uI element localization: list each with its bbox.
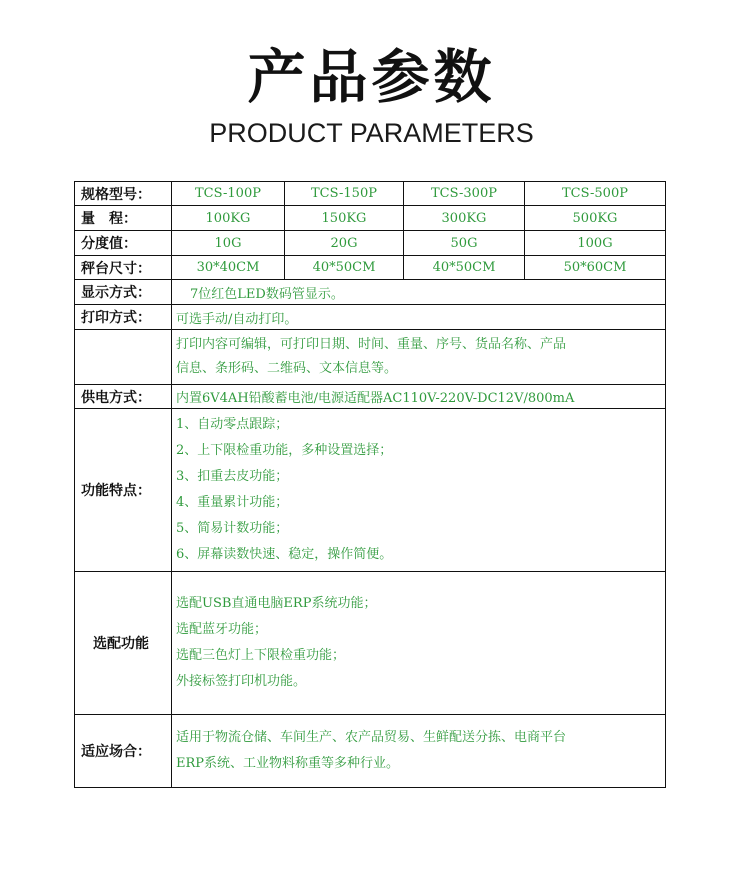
division-value: 50G bbox=[404, 231, 525, 256]
platform-size-value: 40*50CM bbox=[285, 256, 404, 280]
applications-line: ERP系统、工业物料称重等多种行业。 bbox=[176, 756, 400, 771]
printing-content-label bbox=[75, 330, 172, 385]
list-item: 5、简易计数功能； bbox=[176, 521, 289, 536]
features-label: 功能特点： bbox=[75, 409, 172, 572]
power-value: 内置6V4AH铅酸蓄电池/电源适配器AC110V-220V-DC12V/800mA bbox=[172, 385, 666, 409]
division-label: 分度值： bbox=[75, 231, 172, 256]
platform-size-value: 50*60CM bbox=[525, 256, 666, 280]
list-item: 1、自动零点跟踪； bbox=[176, 417, 289, 432]
options-label: 选配功能 bbox=[75, 572, 172, 715]
model-label: 规格型号： bbox=[75, 182, 172, 206]
capacity-value: 300KG bbox=[404, 206, 525, 231]
list-item: 3、扣重去皮功能； bbox=[176, 469, 289, 484]
table-row bbox=[75, 182, 666, 206]
power-label: 供电方式： bbox=[75, 385, 172, 409]
list-item: 6、屏幕读数快速、稳定，操作简便。 bbox=[176, 547, 393, 562]
table-row bbox=[75, 305, 666, 330]
page-title: 产品参数 bbox=[247, 43, 496, 111]
printing-content-line: 打印内容可编辑，可打印日期、时间、重量、序号、货品名称、产品 bbox=[176, 337, 567, 352]
platform-size-label: 秤台尺寸： bbox=[75, 256, 172, 280]
table-row bbox=[75, 385, 666, 409]
table-row bbox=[75, 409, 666, 572]
display-label: 显示方式： bbox=[75, 280, 172, 305]
division-value: 100G bbox=[525, 231, 666, 256]
list-item: 选配三色灯上下限检重功能； bbox=[176, 648, 346, 663]
display-value: 7位红色LED数码管显示。 bbox=[172, 280, 666, 305]
applications-label: 适应场合： bbox=[75, 715, 172, 788]
applications-line: 适用于物流仓储、车间生产、农产品贸易、生鲜配送分拣、电商平台 bbox=[176, 730, 567, 745]
model-value: TCS-100P bbox=[172, 182, 285, 206]
table-row bbox=[75, 715, 666, 788]
printing-value: 可选手动/自动打印。 bbox=[172, 305, 666, 330]
table-row bbox=[75, 206, 666, 231]
table-row bbox=[75, 280, 666, 305]
platform-size-value: 30*40CM bbox=[172, 256, 285, 280]
features-list bbox=[172, 409, 666, 572]
table-row bbox=[75, 572, 666, 715]
list-item: 选配蓝牙功能； bbox=[176, 622, 268, 637]
list-item: 4、重量累计功能； bbox=[176, 495, 289, 510]
printing-content bbox=[172, 330, 666, 385]
capacity-value: 150KG bbox=[285, 206, 404, 231]
table-row bbox=[75, 231, 666, 256]
printing-content-line: 信息、条形码、二维码、文本信息等。 bbox=[176, 361, 398, 376]
product-parameters-table bbox=[74, 181, 666, 788]
platform-size-value: 40*50CM bbox=[404, 256, 525, 280]
list-item: 选配USB直通电脑ERP系统功能； bbox=[176, 596, 377, 611]
model-value: TCS-500P bbox=[525, 182, 666, 206]
printing-label: 打印方式： bbox=[75, 305, 172, 330]
capacity-value: 100KG bbox=[172, 206, 285, 231]
division-value: 10G bbox=[172, 231, 285, 256]
table-row bbox=[75, 256, 666, 280]
list-item: 外接标签打印机功能。 bbox=[176, 674, 307, 689]
page-subtitle: PRODUCT PARAMETERS bbox=[209, 118, 534, 148]
applications-text bbox=[172, 715, 666, 788]
table-row bbox=[75, 330, 666, 385]
list-item: 2、上下限检重功能，多种设置选择； bbox=[176, 443, 393, 458]
division-value: 20G bbox=[285, 231, 404, 256]
model-value: TCS-300P bbox=[404, 182, 525, 206]
capacity-value: 500KG bbox=[525, 206, 666, 231]
capacity-label: 量 程： bbox=[75, 206, 172, 231]
model-value: TCS-150P bbox=[285, 182, 404, 206]
options-list bbox=[172, 572, 666, 715]
